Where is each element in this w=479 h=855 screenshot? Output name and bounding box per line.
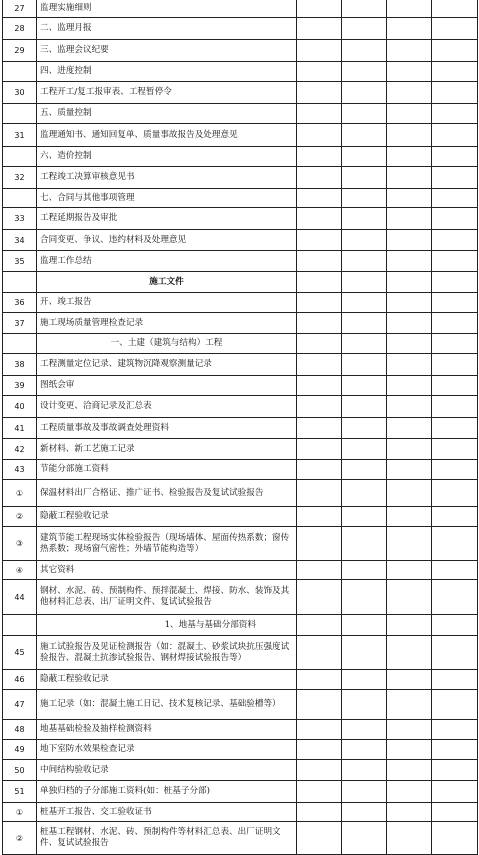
empty-cell — [342, 62, 387, 82]
document-title: 监理通知书、通知回复单、质量事故报告及处理意见 — [37, 124, 297, 147]
table-row — [3, 40, 478, 62]
empty-cell — [297, 720, 342, 740]
empty-cell — [432, 40, 478, 62]
empty-cell — [297, 636, 342, 670]
empty-cell — [342, 40, 387, 62]
empty-cell — [297, 313, 342, 334]
row-number: 45 — [3, 636, 37, 670]
row-number: 44 — [3, 580, 37, 615]
empty-cell — [387, 615, 432, 636]
empty-cell — [297, 167, 342, 189]
document-title: 开、竣工报告 — [37, 293, 297, 313]
empty-cell — [432, 615, 478, 636]
empty-cell — [387, 418, 432, 439]
table-row — [3, 208, 478, 230]
empty-cell — [432, 527, 478, 561]
empty-cell — [387, 82, 432, 104]
empty-cell — [342, 18, 387, 40]
row-number — [3, 62, 37, 82]
empty-cell — [297, 561, 342, 580]
empty-cell — [432, 376, 478, 396]
table-row — [3, 740, 478, 760]
empty-cell — [387, 167, 432, 189]
empty-cell — [297, 251, 342, 272]
table-row — [3, 354, 478, 376]
empty-cell — [387, 507, 432, 527]
empty-cell — [297, 460, 342, 480]
document-title: 桩基工程钢材、水泥、砖、预制构件等材料汇总表、出厂证明文件、复试试验报告 — [37, 822, 297, 855]
empty-cell — [387, 803, 432, 822]
empty-cell — [432, 230, 478, 251]
table-row — [3, 781, 478, 803]
row-number — [3, 615, 37, 636]
table-row — [3, 82, 478, 104]
table-row — [3, 760, 478, 781]
row-number: 35 — [3, 251, 37, 272]
row-number: 49 — [3, 740, 37, 760]
document-title: 桩基开工报告、交工验收证书 — [37, 803, 297, 822]
empty-cell — [432, 354, 478, 376]
empty-cell — [432, 636, 478, 670]
row-number: ② — [3, 507, 37, 527]
empty-cell — [342, 561, 387, 580]
document-title: 钢材、水泥、砖、预制构件、预拌混凝土、焊接、防水、装饰及其他材料汇总表、出厂证明文件、复试试验报告 — [37, 580, 297, 615]
table-row — [3, 147, 478, 167]
empty-cell — [297, 18, 342, 40]
empty-cell — [297, 690, 342, 720]
document-title: 单独归档的子分部施工资料(如：桩基子分部) — [37, 781, 297, 803]
empty-cell — [342, 527, 387, 561]
row-number: 40 — [3, 396, 37, 418]
empty-cell — [297, 354, 342, 376]
table-row — [3, 720, 478, 740]
empty-cell — [387, 104, 432, 124]
table-row — [3, 418, 478, 439]
document-title: 工程开工/复工报审表、工程暂停令 — [37, 82, 297, 104]
row-number: 34 — [3, 230, 37, 251]
empty-cell — [342, 230, 387, 251]
empty-cell — [297, 104, 342, 124]
document-title: 图纸会审 — [37, 376, 297, 396]
empty-cell — [432, 272, 478, 293]
table-row — [3, 615, 478, 636]
empty-cell — [297, 396, 342, 418]
empty-cell — [432, 720, 478, 740]
empty-cell — [297, 208, 342, 230]
table-row — [3, 636, 478, 670]
row-number: 50 — [3, 760, 37, 781]
table-row — [3, 334, 478, 354]
row-number: ① — [3, 803, 37, 822]
empty-cell — [297, 803, 342, 822]
empty-cell — [432, 62, 478, 82]
empty-cell — [387, 293, 432, 313]
table-body — [3, 0, 478, 855]
document-title: 施工记录（如：混凝土施工日记、技术复核记录、基础验槽等） — [37, 690, 297, 720]
empty-cell — [432, 313, 478, 334]
empty-cell — [387, 781, 432, 803]
empty-cell — [297, 376, 342, 396]
empty-cell — [432, 480, 478, 507]
table-row — [3, 460, 478, 480]
row-number: 32 — [3, 167, 37, 189]
empty-cell — [297, 189, 342, 208]
empty-cell — [342, 460, 387, 480]
document-title: 二、监理月报 — [37, 18, 297, 40]
document-title: 监理实施细则 — [37, 0, 297, 18]
empty-cell — [297, 781, 342, 803]
row-number: ③ — [3, 527, 37, 561]
empty-cell — [387, 527, 432, 561]
document-title: 施工文件 — [37, 272, 297, 293]
row-number — [3, 272, 37, 293]
document-title: 一、土建（建筑与结构）工程 — [37, 334, 297, 354]
table-row — [3, 230, 478, 251]
empty-cell — [432, 147, 478, 167]
empty-cell — [297, 0, 342, 18]
document-title: 五、质量控制 — [37, 104, 297, 124]
empty-cell — [297, 580, 342, 615]
empty-cell — [342, 690, 387, 720]
archive-table — [2, 0, 478, 855]
table-row — [3, 313, 478, 334]
table-row — [3, 18, 478, 40]
empty-cell — [387, 561, 432, 580]
empty-cell — [387, 334, 432, 354]
document-title: 六、造价控制 — [37, 147, 297, 167]
row-number: 33 — [3, 208, 37, 230]
empty-cell — [387, 147, 432, 167]
empty-cell — [342, 418, 387, 439]
empty-cell — [297, 480, 342, 507]
empty-cell — [297, 760, 342, 781]
document-title: 七、合同与其他事项管理 — [37, 189, 297, 208]
empty-cell — [387, 18, 432, 40]
empty-cell — [342, 480, 387, 507]
empty-cell — [432, 251, 478, 272]
table-row — [3, 0, 478, 18]
empty-cell — [342, 189, 387, 208]
empty-cell — [297, 124, 342, 147]
empty-cell — [297, 62, 342, 82]
empty-cell — [387, 272, 432, 293]
empty-cell — [432, 460, 478, 480]
row-number: 48 — [3, 720, 37, 740]
table-row — [3, 561, 478, 580]
empty-cell — [387, 189, 432, 208]
document-title: 建筑节能工程现场实体检验报告（现场墙体、屋面传热系数；窗传热系数；现场窗气密性；外墙节能构造等） — [37, 527, 297, 561]
empty-cell — [387, 0, 432, 18]
empty-cell — [342, 615, 387, 636]
empty-cell — [342, 740, 387, 760]
table-row — [3, 690, 478, 720]
empty-cell — [432, 439, 478, 460]
empty-cell — [432, 760, 478, 781]
document-title: 工程质量事故及事故调查处理资料 — [37, 418, 297, 439]
empty-cell — [387, 251, 432, 272]
empty-cell — [432, 740, 478, 760]
empty-cell — [342, 760, 387, 781]
empty-cell — [342, 147, 387, 167]
table-row — [3, 124, 478, 147]
document-title: 1、地基与基础分部资料 — [37, 615, 297, 636]
empty-cell — [387, 62, 432, 82]
document-title: 工程延期报告及审批 — [37, 208, 297, 230]
empty-cell — [342, 251, 387, 272]
empty-cell — [387, 670, 432, 690]
empty-cell — [342, 82, 387, 104]
document-title: 隐蔽工程验收记录 — [37, 507, 297, 527]
row-number: 36 — [3, 293, 37, 313]
table-row — [3, 376, 478, 396]
empty-cell — [342, 580, 387, 615]
empty-cell — [342, 208, 387, 230]
row-number — [3, 104, 37, 124]
table-row — [3, 822, 478, 855]
row-number: 29 — [3, 40, 37, 62]
document-title: 地基基础检验及抽样检测资料 — [37, 720, 297, 740]
document-title: 施工试验报告及见证检测报告（如：混凝土、砂浆试块抗压强度试验报告、混凝土抗渗试验报告、钢材焊接试验报告等） — [37, 636, 297, 670]
table-row — [3, 62, 478, 82]
empty-cell — [432, 561, 478, 580]
table-row — [3, 670, 478, 690]
document-title: 工程测量定位记录、建筑物沉降观察测量记录 — [37, 354, 297, 376]
row-number: 46 — [3, 670, 37, 690]
empty-cell — [387, 230, 432, 251]
empty-cell — [387, 580, 432, 615]
row-number: 37 — [3, 313, 37, 334]
document-title: 节能分部施工资料 — [37, 460, 297, 480]
empty-cell — [432, 670, 478, 690]
empty-cell — [342, 720, 387, 740]
row-number: 38 — [3, 354, 37, 376]
empty-cell — [387, 760, 432, 781]
empty-cell — [342, 354, 387, 376]
empty-cell — [432, 507, 478, 527]
empty-cell — [387, 460, 432, 480]
table-row — [3, 480, 478, 507]
empty-cell — [432, 208, 478, 230]
row-number: 28 — [3, 18, 37, 40]
empty-cell — [342, 439, 387, 460]
empty-cell — [432, 0, 478, 18]
empty-cell — [387, 480, 432, 507]
empty-cell — [342, 293, 387, 313]
row-number: ④ — [3, 561, 37, 580]
empty-cell — [342, 636, 387, 670]
document-title: 地下室防水效果检查记录 — [37, 740, 297, 760]
empty-cell — [432, 82, 478, 104]
empty-cell — [342, 670, 387, 690]
table-row — [3, 272, 478, 293]
table-row — [3, 803, 478, 822]
row-number: 42 — [3, 439, 37, 460]
empty-cell — [432, 418, 478, 439]
row-number: ① — [3, 480, 37, 507]
empty-cell — [297, 670, 342, 690]
row-number: 31 — [3, 124, 37, 147]
document-title: 监理工作总结 — [37, 251, 297, 272]
empty-cell — [342, 167, 387, 189]
row-number: 30 — [3, 82, 37, 104]
empty-cell — [387, 354, 432, 376]
empty-cell — [387, 439, 432, 460]
empty-cell — [297, 615, 342, 636]
empty-cell — [387, 690, 432, 720]
empty-cell — [387, 396, 432, 418]
empty-cell — [387, 376, 432, 396]
empty-cell — [432, 167, 478, 189]
empty-cell — [432, 18, 478, 40]
empty-cell — [342, 507, 387, 527]
document-title: 新材料、新工艺施工记录 — [37, 439, 297, 460]
table-row — [3, 527, 478, 561]
table-row — [3, 293, 478, 313]
table-row — [3, 396, 478, 418]
empty-cell — [342, 334, 387, 354]
table-row — [3, 189, 478, 208]
empty-cell — [387, 720, 432, 740]
empty-cell — [342, 803, 387, 822]
table-row — [3, 439, 478, 460]
document-title: 工程竣工决算审核意见书 — [37, 167, 297, 189]
document-title: 四、进度控制 — [37, 62, 297, 82]
empty-cell — [342, 822, 387, 855]
empty-cell — [342, 124, 387, 147]
empty-cell — [342, 272, 387, 293]
empty-cell — [387, 740, 432, 760]
document-title: 保温材料出厂合格证、推广证书、检验报告及复试试验报告 — [37, 480, 297, 507]
empty-cell — [432, 781, 478, 803]
empty-cell — [432, 104, 478, 124]
empty-cell — [342, 104, 387, 124]
empty-cell — [387, 822, 432, 855]
row-number: 27 — [3, 0, 37, 18]
empty-cell — [342, 781, 387, 803]
empty-cell — [432, 803, 478, 822]
row-number: 47 — [3, 690, 37, 720]
empty-cell — [387, 124, 432, 147]
empty-cell — [342, 396, 387, 418]
empty-cell — [432, 580, 478, 615]
empty-cell — [297, 527, 342, 561]
table-row — [3, 507, 478, 527]
empty-cell — [297, 82, 342, 104]
table-row — [3, 167, 478, 189]
row-number: 51 — [3, 781, 37, 803]
row-number: 43 — [3, 460, 37, 480]
empty-cell — [342, 0, 387, 18]
document-title: 其它资料 — [37, 561, 297, 580]
row-number — [3, 189, 37, 208]
empty-cell — [432, 189, 478, 208]
empty-cell — [297, 439, 342, 460]
document-title: 中间结构验收记录 — [37, 760, 297, 781]
empty-cell — [432, 396, 478, 418]
empty-cell — [297, 293, 342, 313]
empty-cell — [297, 272, 342, 293]
empty-cell — [297, 822, 342, 855]
document-title: 合同变更、争议、违约材料及处理意见 — [37, 230, 297, 251]
table-row — [3, 251, 478, 272]
row-number — [3, 334, 37, 354]
empty-cell — [432, 293, 478, 313]
row-number: 39 — [3, 376, 37, 396]
empty-cell — [387, 208, 432, 230]
empty-cell — [432, 690, 478, 720]
empty-cell — [342, 313, 387, 334]
document-title: 设计变更、洽商记录及汇总表 — [37, 396, 297, 418]
empty-cell — [432, 124, 478, 147]
row-number: 41 — [3, 418, 37, 439]
empty-cell — [297, 334, 342, 354]
empty-cell — [297, 418, 342, 439]
empty-cell — [432, 822, 478, 855]
empty-cell — [387, 636, 432, 670]
row-number — [3, 147, 37, 167]
empty-cell — [297, 230, 342, 251]
empty-cell — [387, 313, 432, 334]
empty-cell — [297, 147, 342, 167]
document-title: 施工现场质量管理检查记录 — [37, 313, 297, 334]
row-number: ② — [3, 822, 37, 855]
table-row — [3, 580, 478, 615]
empty-cell — [432, 334, 478, 354]
empty-cell — [342, 376, 387, 396]
empty-cell — [297, 40, 342, 62]
empty-cell — [387, 40, 432, 62]
document-title: 隐蔽工程验收记录 — [37, 670, 297, 690]
document-title: 三、监理会议纪要 — [37, 40, 297, 62]
empty-cell — [297, 740, 342, 760]
table-row — [3, 104, 478, 124]
empty-cell — [297, 507, 342, 527]
